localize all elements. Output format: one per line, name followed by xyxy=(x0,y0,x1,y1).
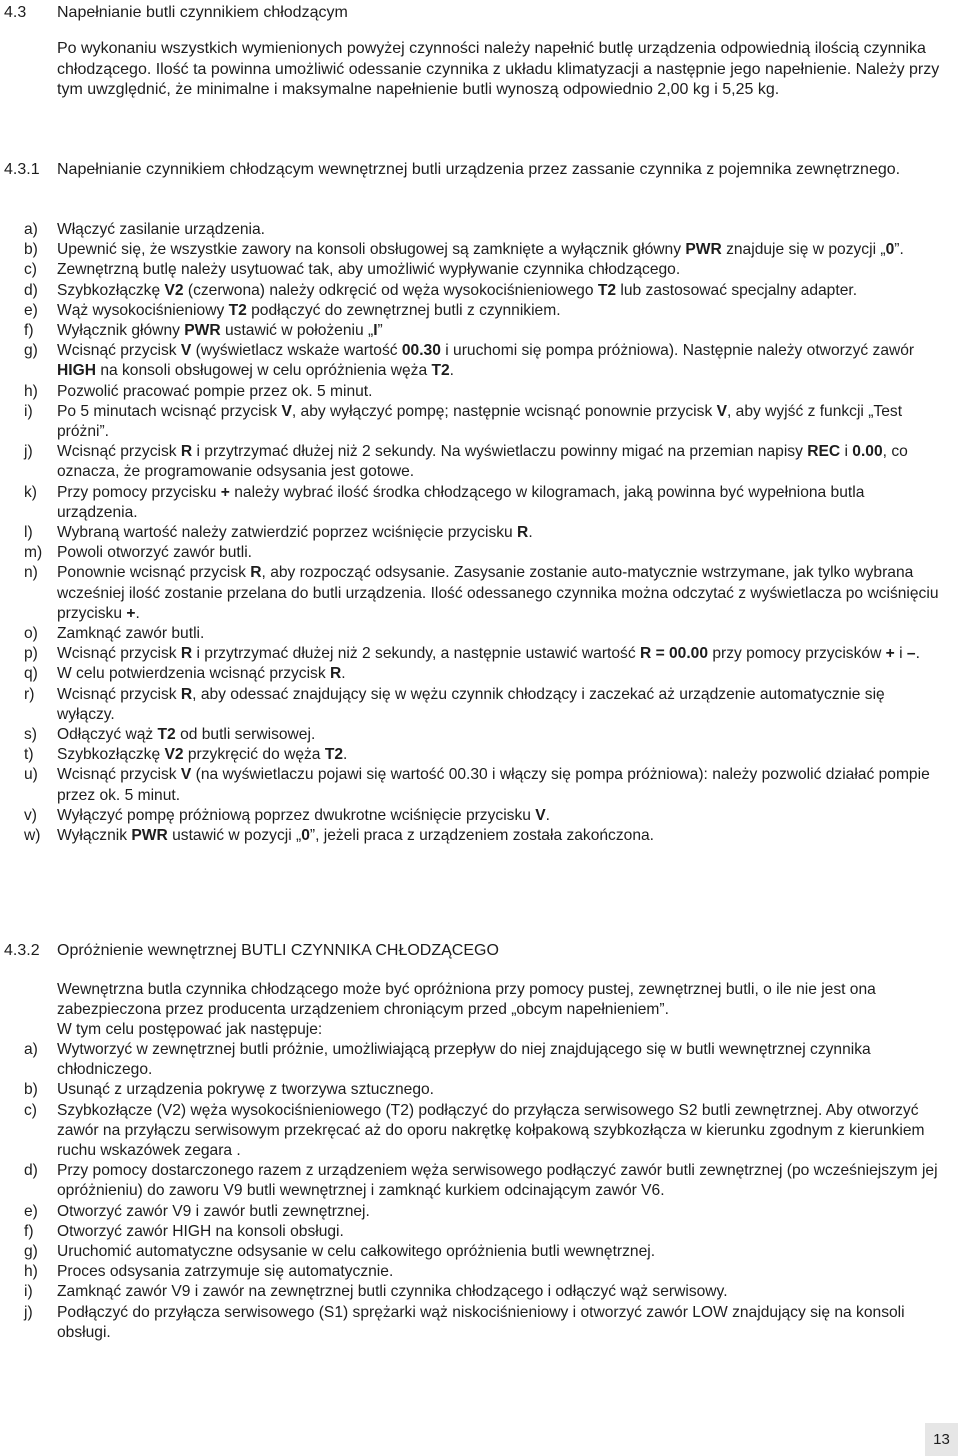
list-item xyxy=(0,1242,942,1262)
list-item xyxy=(0,745,942,765)
list-item-text: Wytworzyć w zewnętrznej butli próżnie, umożliwiającą przepływ do niej znajdującego się w butli wewnętrznej czynnika chłodniczego. xyxy=(57,1041,871,1079)
list-item xyxy=(0,644,942,664)
subsection-title: Napełnianie czynnikiem chłodzącym wewnętrznej butli urządzenia przez zassanie czynnika z pojemnika zewnętrznego. xyxy=(57,161,901,178)
list-item xyxy=(0,220,942,240)
list-item xyxy=(0,281,942,301)
list-item xyxy=(0,341,942,381)
list-item-label: t) xyxy=(24,746,34,764)
list-item xyxy=(0,806,942,826)
list-item-text: Wyłącznik główny PWR ustawić w położeniu „I” xyxy=(57,322,383,340)
list-item xyxy=(0,685,942,725)
list-item xyxy=(0,382,942,402)
list-item xyxy=(0,483,942,523)
list-item xyxy=(0,240,942,260)
list-item-label: j) xyxy=(24,1303,33,1321)
list-item-label: d) xyxy=(24,281,38,299)
list-item-label: c) xyxy=(24,1101,37,1119)
list-item xyxy=(0,664,942,684)
list-item xyxy=(0,402,942,442)
list-item-label: j) xyxy=(24,443,33,461)
list-item xyxy=(0,442,942,482)
list-item xyxy=(0,826,942,846)
list-item-label: h) xyxy=(24,1263,38,1281)
list-item-text: Wybraną wartość należy zatwierdzić poprzez wciśnięcie przycisku R. xyxy=(57,524,533,542)
list-item xyxy=(0,1161,942,1201)
list-item-text: Wcisnąć przycisk V (wyświetlacz wskaże wartość 00.30 i uruchomi się pompa próżniowa). Następnie należy otworzyć zawór HIGH na konsoli obsługowej w celu opróżnienia węża T2. xyxy=(57,342,915,380)
list-item-label: f) xyxy=(24,1222,34,1240)
list-item-text: Podłączyć do przyłącza serwisowego (S1) sprężarki wąż niskociśnieniowy i otworzyć zawór LOW znajdujący się na konsoli obsługi. xyxy=(57,1303,905,1341)
list-item-text: Zamknąć zawór butli. xyxy=(57,625,205,643)
list-item-text: Wąż wysokociśnieniowy T2 podłączyć do zewnętrznej butli z czynnikiem. xyxy=(57,301,561,319)
list-item xyxy=(0,624,942,644)
list-item-label: l) xyxy=(24,524,33,542)
list-item-label: b) xyxy=(24,241,38,259)
list-item-text: Wcisnąć przycisk V (na wyświetlaczu pojawi się wartość 00.30 i włączy się pompa próżniowa): należy pozwolić działać pompie przez ok. 5 minut. xyxy=(57,766,930,804)
list-item-text: Szybkozłączkę V2 (czerwona) należy odkręcić od węża wysokociśnieniowego T2 lub zastosować specjalny adapter. xyxy=(57,281,858,299)
list-item-text: Uruchomić automatyczne odsysanie w celu całkowitego opróżnienia butli wewnętrznej. xyxy=(57,1243,656,1261)
section-intro: Po wykonaniu wszystkich wymienionych powyżej czynności należy napełnić butlę urządzenia odpowiednią ilością czynnika chłodzącego. Ilość ta powinna umożliwić odessanie czynnika z układu klimatyzacji a następnie jego napełnienie. Należy przy tym uwzględnić, że minimalne i maksymalne napełnienie butli wynoszą odpowiednio 2,00 kg i 5,25 kg. xyxy=(57,40,940,98)
list-item-label: q) xyxy=(24,665,38,683)
list-item xyxy=(0,1080,942,1100)
list-item-text: Powoli otworzyć zawór butli. xyxy=(57,544,252,562)
subsection-title: Opróżnienie wewnętrznej BUTLI CZYNNIKA CHŁODZĄCEGO xyxy=(57,942,499,959)
list-item-text: Szybkozłącze (V2) węża wysokociśnieniowego (T2) podłączyć do przyłącza serwisowego S2 butli zewnętrznej. Aby otworzyć zawór na przyłączu serwisowym przekręcać aż do oporu nakrętkę kołpakową szybkozłącza w kierunku zgodnym z kierunkiem ruchu wskazówek zegara . xyxy=(57,1101,925,1160)
subsection-intro-2: W tym celu postępować jak następuje: xyxy=(57,1021,323,1038)
list-item-label: f) xyxy=(24,322,34,340)
list-item xyxy=(0,301,942,321)
list-item-text: Otworzyć zawór HIGH na konsoli obsługi. xyxy=(57,1222,344,1240)
list-item-text: Po 5 minutach wcisnąć przycisk V, aby wyłączyć pompę; następnie wcisnąć ponownie przycisk V, aby wyjść z funkcji „Test próżni”. xyxy=(57,402,903,441)
list-item-text: Włączyć zasilanie urządzenia. xyxy=(57,221,266,238)
list-item xyxy=(0,1202,942,1222)
section-title: Napełnianie butli czynnikiem chłodzącym xyxy=(57,4,348,21)
page-number: 13 xyxy=(925,1423,958,1456)
list-item xyxy=(0,1262,942,1282)
list-item-label: e) xyxy=(24,1202,38,1220)
list-item-text: Wcisnąć przycisk R, aby odessać znajdujący się w wężu czynnik chłodzący i zaczekać aż urządzenie automatycznie się wyłączy. xyxy=(57,685,885,723)
list-item-text: Wcisnąć przycisk R i przytrzymać dłużej niż 2 sekundy. Na wyświetlaczu powinny migać na przemian napisy REC i 0.00, co oznacza, że programowanie odsysania jest gotowe. xyxy=(57,443,908,481)
step-list-1 xyxy=(0,220,942,846)
list-item xyxy=(0,321,942,341)
subsection-number: 4.3.1 xyxy=(4,161,40,178)
list-item-label: k) xyxy=(24,483,37,501)
list-item-text: Pozwolić pracować pompie przez ok. 5 minut. xyxy=(57,382,373,400)
list-item-label: d) xyxy=(24,1162,38,1180)
list-item-text: Otworzyć zawór V9 i zawór butli zewnętrznej. xyxy=(57,1202,370,1220)
subsection-heading-1 xyxy=(0,160,942,180)
list-item-label: g) xyxy=(24,342,38,360)
list-item-label: w) xyxy=(24,827,41,845)
list-item xyxy=(0,563,942,624)
list-item xyxy=(0,725,942,745)
list-item-label: b) xyxy=(24,1081,38,1099)
list-item xyxy=(0,523,942,543)
list-item xyxy=(0,765,942,805)
list-item-text: Wcisnąć przycisk R i przytrzymać dłużej niż 2 sekundy, a następnie ustawić wartość R = 00.00 przy pomocy przycisków + i –. xyxy=(57,645,920,663)
list-item-label: r) xyxy=(24,685,35,703)
list-item-label: n) xyxy=(24,564,38,582)
subsection-number: 4.3.2 xyxy=(4,942,40,959)
list-item-label: a) xyxy=(24,221,38,238)
list-item-text: W celu potwierdzenia wcisnąć przycisk R. xyxy=(57,665,346,683)
subsection-intro: Wewnętrzna butla czynnika chłodzącego może być opróżniona przy pomocy pustej, zewnętrznej butli, o ile nie jest ona zabezpieczona przez producenta urządzeniem chroniącym przed „obcym napełnieniem”. xyxy=(57,981,876,1019)
list-item xyxy=(0,1101,942,1162)
list-item-text: Ponownie wcisnąć przycisk R, aby rozpocząć odsysanie. Zasysanie zostanie auto-matycznie wstrzymane, jak tylko wybrana wcześniej ilość zostanie przelana do butli urządzenia. Ilość odessanego czynnika można odczytać z wyświetlacza po wciśnięciu przycisku +. xyxy=(57,564,939,622)
list-item-text: Przy pomocy dostarczonego razem z urządzeniem węża serwisowego podłączyć zawór butli zewnętrznej (po wcześniejszym jej opróżnieniu) do zaworu V9 butli wewnętrznej i zamknąć kurkiem odcinającym zawór V6. xyxy=(57,1162,938,1200)
list-item xyxy=(0,543,942,563)
list-item-label: v) xyxy=(24,806,37,824)
list-item-label: s) xyxy=(24,726,37,744)
list-item-label: c) xyxy=(24,261,37,279)
list-item-label: u) xyxy=(24,766,38,784)
list-item xyxy=(0,1222,942,1242)
list-item-text: Usunąć z urządzenia pokrywę z tworzywa sztucznego. xyxy=(57,1081,435,1099)
list-item-label: i) xyxy=(24,402,33,420)
list-item-label: m) xyxy=(24,544,43,562)
list-item xyxy=(0,1040,942,1080)
list-item-text: Odłączyć wąż T2 od butli serwisowej. xyxy=(57,726,316,744)
list-item-label: g) xyxy=(24,1243,38,1261)
section-number: 4.3 xyxy=(4,4,27,21)
subsection-heading-2 xyxy=(0,941,942,961)
list-item xyxy=(0,1282,942,1302)
list-item-text: Wyłącznik PWR ustawić w pozycji „0”, jeżeli praca z urządzeniem została zakończona. xyxy=(57,827,655,845)
list-item-text: Przy pomocy przycisku + należy wybrać ilość środka chłodzącego w kilogramach, jaką powinna być wypełniona butla urządzenia. xyxy=(57,483,865,521)
list-item-label: e) xyxy=(24,301,38,319)
list-item-text: Zamknąć zawór V9 i zawór na zewnętrznej butli czynnika chłodzącego i odłączyć wąż serwisowy. xyxy=(57,1283,728,1301)
list-item-text: Wyłączyć pompę próżniową poprzez dwukrotne wciśnięcie przycisku V. xyxy=(57,806,551,824)
list-item-text: Proces odsysania zatrzymuje się automatycznie. xyxy=(57,1263,394,1281)
list-item-label: a) xyxy=(24,1041,38,1058)
list-item-text: Upewnić się, że wszystkie zawory na konsoli obsługowej są zamknięte a wyłącznik główny PWR znajduje się w pozycji „0”. xyxy=(57,241,904,259)
list-item-label: h) xyxy=(24,382,38,400)
list-item-label: p) xyxy=(24,645,38,663)
step-list-2 xyxy=(0,1040,942,1343)
list-item-label: i) xyxy=(24,1283,33,1301)
list-item-text: Szybkozłączkę V2 przykręcić do węża T2. xyxy=(57,746,348,764)
list-item-label: o) xyxy=(24,625,38,643)
list-item-text: Zewnętrzną butlę należy usytuować tak, aby umożliwić wypływanie czynnika chłodzącego. xyxy=(57,261,681,279)
list-item xyxy=(0,1303,942,1343)
list-item xyxy=(0,260,942,280)
